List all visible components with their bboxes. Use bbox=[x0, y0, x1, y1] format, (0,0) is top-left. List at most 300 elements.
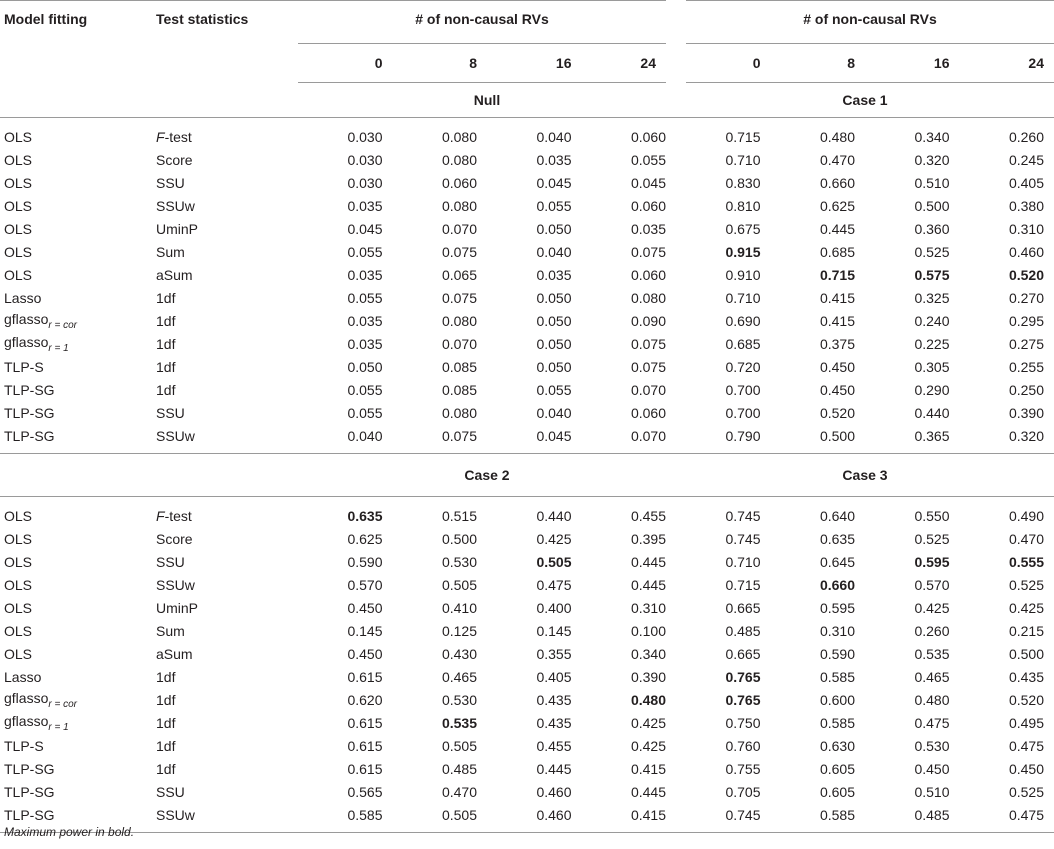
table-row bbox=[0, 803, 1054, 826]
value-cell: 0.395 bbox=[630, 530, 666, 547]
value-cell: 0.445 bbox=[819, 220, 855, 237]
model-cell bbox=[0, 642, 148, 665]
value-cell: 0.040 bbox=[347, 427, 383, 444]
model-cell bbox=[0, 596, 148, 619]
value-cell: 0.480 bbox=[819, 128, 855, 145]
table-row bbox=[0, 550, 1054, 573]
value-cell: 0.745 bbox=[725, 507, 761, 524]
test-cell: SSU bbox=[156, 404, 185, 421]
value-cell: 0.080 bbox=[441, 128, 477, 145]
model-cell bbox=[0, 378, 148, 401]
table-row bbox=[0, 148, 1054, 171]
header-count: 0 bbox=[298, 44, 393, 83]
value-cell: 0.570 bbox=[914, 576, 950, 593]
table-row bbox=[0, 286, 1054, 309]
value-cell: 0.090 bbox=[630, 312, 666, 329]
value-cell: 0.505 bbox=[441, 737, 477, 754]
model-cell bbox=[0, 424, 148, 447]
model-name: OLS bbox=[4, 174, 33, 191]
value-cell: 0.715 bbox=[725, 576, 761, 593]
value-cell: 0.225 bbox=[914, 335, 950, 352]
header-group-right: # of non-causal RVs bbox=[676, 1, 1054, 44]
value-cell: 0.710 bbox=[725, 151, 761, 168]
value-cell: 0.720 bbox=[725, 358, 761, 375]
header-test-statistics: Test statistics bbox=[148, 1, 298, 44]
model-name: OLS bbox=[4, 243, 33, 260]
value-cell: 0.485 bbox=[725, 622, 761, 639]
value-cell: 0.710 bbox=[725, 289, 761, 306]
table-row bbox=[0, 573, 1054, 596]
model-subscript: r = 1 bbox=[48, 721, 69, 733]
value-cell: 0.325 bbox=[914, 289, 950, 306]
value-cell: 0.030 bbox=[347, 174, 383, 191]
value-cell: 0.635 bbox=[819, 530, 855, 547]
mid-header bbox=[0, 447, 1054, 504]
table-row bbox=[0, 263, 1054, 286]
model-name: OLS bbox=[4, 530, 33, 547]
model-cell bbox=[0, 780, 148, 803]
value-cell: 0.035 bbox=[536, 151, 572, 168]
table-row bbox=[0, 642, 1054, 665]
header-count: 16 bbox=[487, 44, 582, 83]
value-cell: 0.505 bbox=[536, 553, 572, 570]
model-cell bbox=[0, 217, 148, 240]
value-cell: 0.050 bbox=[347, 358, 383, 375]
value-cell: 0.290 bbox=[914, 381, 950, 398]
model-cell bbox=[0, 734, 148, 757]
model-cell bbox=[0, 171, 148, 194]
value-cell: 0.060 bbox=[441, 174, 477, 191]
value-cell: 0.355 bbox=[536, 645, 572, 662]
value-cell: 0.635 bbox=[347, 507, 383, 524]
model-name: OLS bbox=[4, 576, 33, 593]
table-row bbox=[0, 665, 1054, 688]
value-cell: 0.415 bbox=[630, 806, 666, 823]
model-cell bbox=[0, 619, 148, 642]
test-cell: SSU bbox=[156, 783, 185, 800]
value-cell: 0.250 bbox=[1008, 381, 1044, 398]
model-name: OLS bbox=[4, 599, 33, 616]
value-cell: 0.390 bbox=[1008, 404, 1044, 421]
value-cell: 0.445 bbox=[536, 760, 572, 777]
model-subscript: r = cor bbox=[48, 319, 77, 331]
test-cell: 1df bbox=[156, 312, 176, 329]
value-cell: 0.755 bbox=[725, 760, 761, 777]
value-cell: 0.665 bbox=[725, 645, 761, 662]
value-cell: 0.765 bbox=[725, 691, 761, 708]
value-cell: 0.525 bbox=[1008, 783, 1044, 800]
value-cell: 0.700 bbox=[725, 404, 761, 421]
value-cell: 0.035 bbox=[347, 335, 383, 352]
value-cell: 0.060 bbox=[630, 197, 666, 214]
value-cell: 0.460 bbox=[1008, 243, 1044, 260]
value-cell: 0.070 bbox=[441, 335, 477, 352]
value-cell: 0.380 bbox=[1008, 197, 1044, 214]
header-row-1 bbox=[0, 1, 1054, 44]
value-cell: 0.470 bbox=[819, 151, 855, 168]
value-cell: 0.595 bbox=[819, 599, 855, 616]
value-cell: 0.040 bbox=[536, 128, 572, 145]
value-cell: 0.240 bbox=[914, 312, 950, 329]
value-cell: 0.305 bbox=[914, 358, 950, 375]
value-cell: 0.615 bbox=[347, 668, 383, 685]
value-cell: 0.065 bbox=[441, 266, 477, 283]
value-cell: 0.910 bbox=[725, 266, 761, 283]
value-cell: 0.410 bbox=[441, 599, 477, 616]
model-name: TLP-SG bbox=[4, 760, 55, 777]
value-cell: 0.055 bbox=[536, 381, 572, 398]
value-cell: 0.085 bbox=[441, 381, 477, 398]
test-cell: UminP bbox=[156, 220, 199, 237]
value-cell: 0.630 bbox=[819, 737, 855, 754]
value-cell: 0.505 bbox=[441, 806, 477, 823]
header-group-left: # of non-causal RVs bbox=[298, 1, 676, 44]
value-cell: 0.665 bbox=[725, 599, 761, 616]
value-cell: 0.050 bbox=[536, 358, 572, 375]
test-cell: SSU bbox=[156, 553, 185, 570]
value-cell: 0.465 bbox=[914, 668, 950, 685]
value-cell: 0.045 bbox=[347, 220, 383, 237]
model-cell bbox=[0, 401, 148, 424]
header-model-fitting: Model fitting bbox=[0, 1, 148, 44]
value-cell: 0.475 bbox=[1008, 737, 1044, 754]
model-name: OLS bbox=[4, 645, 33, 662]
value-cell: 0.145 bbox=[347, 622, 383, 639]
value-cell: 0.080 bbox=[441, 312, 477, 329]
model-cell bbox=[0, 550, 148, 573]
value-cell: 0.035 bbox=[347, 197, 383, 214]
value-cell: 0.075 bbox=[441, 427, 477, 444]
value-cell: 0.435 bbox=[1008, 668, 1044, 685]
model-name: TLP-S bbox=[4, 737, 44, 754]
value-cell: 0.685 bbox=[819, 243, 855, 260]
table-row bbox=[0, 332, 1054, 355]
value-cell: 0.455 bbox=[630, 507, 666, 524]
value-cell: 0.045 bbox=[630, 174, 666, 191]
model-cell bbox=[0, 355, 148, 378]
table-row bbox=[0, 194, 1054, 217]
test-cell: 1df bbox=[156, 668, 176, 685]
test-cell: 1df bbox=[156, 358, 176, 375]
model-cell bbox=[0, 803, 148, 826]
value-cell: 0.480 bbox=[630, 691, 666, 708]
model-cell bbox=[0, 194, 148, 217]
value-cell: 0.450 bbox=[914, 760, 950, 777]
value-cell: 0.075 bbox=[441, 289, 477, 306]
value-cell: 0.310 bbox=[630, 599, 666, 616]
model-name: TLP-S bbox=[4, 358, 44, 375]
value-cell: 0.055 bbox=[630, 151, 666, 168]
value-cell: 0.450 bbox=[347, 599, 383, 616]
value-cell: 0.450 bbox=[819, 381, 855, 398]
test-cell: 1df bbox=[156, 760, 176, 777]
model-subscript: r = 1 bbox=[48, 342, 69, 354]
value-cell: 0.445 bbox=[630, 576, 666, 593]
model-name: OLS bbox=[4, 507, 33, 524]
value-cell: 0.500 bbox=[914, 197, 950, 214]
model-name: gflasso bbox=[4, 310, 49, 327]
value-cell: 0.310 bbox=[819, 622, 855, 639]
value-cell: 0.425 bbox=[630, 714, 666, 731]
table-row bbox=[0, 424, 1054, 447]
value-cell: 0.245 bbox=[1008, 151, 1044, 168]
value-cell: 0.070 bbox=[441, 220, 477, 237]
top-block bbox=[0, 118, 1054, 448]
test-cell: aSum bbox=[156, 266, 193, 283]
value-cell: 0.125 bbox=[441, 622, 477, 639]
value-cell: 0.585 bbox=[819, 668, 855, 685]
model-name: OLS bbox=[4, 128, 33, 145]
section-header-row bbox=[0, 454, 1054, 497]
value-cell: 0.460 bbox=[536, 783, 572, 800]
value-cell: 0.040 bbox=[536, 243, 572, 260]
value-cell: 0.415 bbox=[630, 760, 666, 777]
section-label-case1: Case 1 bbox=[676, 83, 1054, 118]
value-cell: 0.480 bbox=[914, 691, 950, 708]
value-cell: 0.375 bbox=[819, 335, 855, 352]
value-cell: 0.520 bbox=[819, 404, 855, 421]
value-cell: 0.490 bbox=[1008, 507, 1044, 524]
test-cell: aSum bbox=[156, 645, 193, 662]
value-cell: 0.705 bbox=[725, 783, 761, 800]
value-cell: 0.100 bbox=[630, 622, 666, 639]
value-cell: 0.660 bbox=[819, 576, 855, 593]
value-cell: 0.145 bbox=[536, 622, 572, 639]
model-name: OLS bbox=[4, 553, 33, 570]
header-count: 0 bbox=[676, 44, 771, 83]
value-cell: 0.565 bbox=[347, 783, 383, 800]
model-cell bbox=[0, 527, 148, 550]
value-cell: 0.645 bbox=[819, 553, 855, 570]
value-cell: 0.575 bbox=[914, 266, 950, 283]
value-cell: 0.080 bbox=[441, 151, 477, 168]
value-cell: 0.050 bbox=[536, 335, 572, 352]
value-cell: 0.510 bbox=[914, 174, 950, 191]
model-name: TLP-SG bbox=[4, 381, 55, 398]
value-cell: 0.040 bbox=[536, 404, 572, 421]
model-name: OLS bbox=[4, 197, 33, 214]
test-cell: SSUw bbox=[156, 197, 195, 214]
model-cell bbox=[0, 757, 148, 780]
value-cell: 0.465 bbox=[441, 668, 477, 685]
value-cell: 0.625 bbox=[347, 530, 383, 547]
value-cell: 0.605 bbox=[819, 783, 855, 800]
test-cell: SSUw bbox=[156, 427, 195, 444]
value-cell: 0.405 bbox=[536, 668, 572, 685]
value-cell: 0.415 bbox=[819, 289, 855, 306]
value-cell: 0.690 bbox=[725, 312, 761, 329]
table-row bbox=[0, 688, 1054, 711]
model-cell bbox=[0, 240, 148, 263]
value-cell: 0.255 bbox=[1008, 358, 1044, 375]
value-cell: 0.445 bbox=[630, 553, 666, 570]
value-cell: 0.390 bbox=[630, 668, 666, 685]
value-cell: 0.070 bbox=[630, 427, 666, 444]
value-cell: 0.525 bbox=[1008, 576, 1044, 593]
value-cell: 0.435 bbox=[536, 714, 572, 731]
value-cell: 0.425 bbox=[630, 737, 666, 754]
value-cell: 0.615 bbox=[347, 714, 383, 731]
value-cell: 0.595 bbox=[914, 553, 950, 570]
value-cell: 0.035 bbox=[630, 220, 666, 237]
value-cell: 0.035 bbox=[347, 266, 383, 283]
value-cell: 0.030 bbox=[347, 151, 383, 168]
value-cell: 0.510 bbox=[914, 783, 950, 800]
value-cell: 0.475 bbox=[914, 714, 950, 731]
bottom-block bbox=[0, 504, 1054, 826]
value-cell: 0.295 bbox=[1008, 312, 1044, 329]
table-row bbox=[0, 171, 1054, 194]
value-cell: 0.365 bbox=[914, 427, 950, 444]
value-cell: 0.320 bbox=[914, 151, 950, 168]
section-label-case2: Case 2 bbox=[298, 454, 676, 497]
value-cell: 0.045 bbox=[536, 174, 572, 191]
value-cell: 0.055 bbox=[347, 289, 383, 306]
value-cell: 0.455 bbox=[536, 737, 572, 754]
value-cell: 0.035 bbox=[536, 266, 572, 283]
model-name: OLS bbox=[4, 622, 33, 639]
table-row bbox=[0, 355, 1054, 378]
value-cell: 0.745 bbox=[725, 806, 761, 823]
value-cell: 0.745 bbox=[725, 530, 761, 547]
test-cell: Score bbox=[156, 530, 193, 547]
section-label-case3: Case 3 bbox=[676, 454, 1054, 497]
model-cell bbox=[0, 688, 148, 711]
value-cell: 0.260 bbox=[1008, 128, 1044, 145]
test-cell: SSU bbox=[156, 174, 185, 191]
header-count: 16 bbox=[865, 44, 960, 83]
model-name: OLS bbox=[4, 151, 33, 168]
value-cell: 0.060 bbox=[630, 266, 666, 283]
value-cell: 0.500 bbox=[1008, 645, 1044, 662]
value-cell: 0.535 bbox=[914, 645, 950, 662]
footnote: Maximum power in bold. bbox=[4, 825, 135, 839]
value-cell: 0.605 bbox=[819, 760, 855, 777]
model-cell bbox=[0, 573, 148, 596]
value-cell: 0.520 bbox=[1008, 691, 1044, 708]
table-row bbox=[0, 619, 1054, 642]
model-name: TLP-SG bbox=[4, 783, 55, 800]
value-cell: 0.585 bbox=[347, 806, 383, 823]
value-cell: 0.710 bbox=[725, 553, 761, 570]
table-row bbox=[0, 596, 1054, 619]
model-name: TLP-SG bbox=[4, 404, 55, 421]
value-cell: 0.625 bbox=[819, 197, 855, 214]
table-row bbox=[0, 125, 1054, 148]
section-label-null: Null bbox=[298, 83, 676, 118]
value-cell: 0.270 bbox=[1008, 289, 1044, 306]
value-cell: 0.640 bbox=[819, 507, 855, 524]
test-cell: 1df bbox=[156, 381, 176, 398]
value-cell: 0.715 bbox=[725, 128, 761, 145]
model-name: gflasso bbox=[4, 689, 49, 706]
model-cell bbox=[0, 286, 148, 309]
value-cell: 0.470 bbox=[441, 783, 477, 800]
model-name: gflasso bbox=[4, 712, 49, 729]
value-cell: 0.050 bbox=[536, 312, 572, 329]
model-cell bbox=[0, 332, 148, 355]
value-cell: 0.570 bbox=[347, 576, 383, 593]
table-row bbox=[0, 527, 1054, 550]
value-cell: 0.440 bbox=[914, 404, 950, 421]
value-cell: 0.450 bbox=[1008, 760, 1044, 777]
value-cell: 0.450 bbox=[819, 358, 855, 375]
value-cell: 0.475 bbox=[1008, 806, 1044, 823]
value-cell: 0.080 bbox=[630, 289, 666, 306]
value-cell: 0.550 bbox=[914, 507, 950, 524]
test-cell: SSUw bbox=[156, 576, 195, 593]
value-cell: 0.430 bbox=[441, 645, 477, 662]
test-name: F bbox=[156, 507, 165, 524]
value-cell: 0.685 bbox=[725, 335, 761, 352]
table-row bbox=[0, 240, 1054, 263]
value-cell: 0.495 bbox=[1008, 714, 1044, 731]
value-cell: 0.340 bbox=[914, 128, 950, 145]
value-cell: 0.075 bbox=[441, 243, 477, 260]
value-cell: 0.060 bbox=[630, 128, 666, 145]
value-cell: 0.585 bbox=[819, 806, 855, 823]
model-name: TLP-SG bbox=[4, 427, 55, 444]
value-cell: 0.500 bbox=[819, 427, 855, 444]
model-name: gflasso bbox=[4, 333, 49, 350]
value-cell: 0.750 bbox=[725, 714, 761, 731]
value-cell: 0.485 bbox=[441, 760, 477, 777]
header-row-2 bbox=[0, 44, 1054, 83]
value-cell: 0.615 bbox=[347, 760, 383, 777]
test-cell: 1df bbox=[156, 289, 176, 306]
value-cell: 0.055 bbox=[347, 243, 383, 260]
value-cell: 0.475 bbox=[536, 576, 572, 593]
header-count: 8 bbox=[771, 44, 866, 83]
value-cell: 0.585 bbox=[819, 714, 855, 731]
value-cell: 0.520 bbox=[1008, 266, 1044, 283]
test-name-suffix: -test bbox=[164, 507, 192, 524]
table-row bbox=[0, 780, 1054, 803]
model-name: OLS bbox=[4, 220, 33, 237]
value-cell: 0.460 bbox=[536, 806, 572, 823]
test-cell: 1df bbox=[156, 714, 176, 731]
value-cell: 0.075 bbox=[630, 358, 666, 375]
model-cell bbox=[0, 125, 148, 148]
value-cell: 0.415 bbox=[819, 312, 855, 329]
test-cell: SSUw bbox=[156, 806, 195, 823]
test-cell: 1df bbox=[156, 737, 176, 754]
value-cell: 0.405 bbox=[1008, 174, 1044, 191]
value-cell: 0.080 bbox=[441, 404, 477, 421]
test-name-suffix: -test bbox=[164, 128, 192, 145]
value-cell: 0.035 bbox=[347, 312, 383, 329]
model-name: TLP-SG bbox=[4, 806, 55, 823]
value-cell: 0.070 bbox=[630, 381, 666, 398]
value-cell: 0.915 bbox=[725, 243, 761, 260]
value-cell: 0.700 bbox=[725, 381, 761, 398]
value-cell: 0.260 bbox=[914, 622, 950, 639]
value-cell: 0.445 bbox=[630, 783, 666, 800]
model-name: OLS bbox=[4, 266, 33, 283]
value-cell: 0.660 bbox=[819, 174, 855, 191]
value-cell: 0.080 bbox=[441, 197, 477, 214]
model-cell bbox=[0, 309, 148, 332]
table-row bbox=[0, 504, 1054, 527]
test-cell: Sum bbox=[156, 622, 185, 639]
value-cell: 0.765 bbox=[725, 668, 761, 685]
value-cell: 0.340 bbox=[630, 645, 666, 662]
test-name: F bbox=[156, 128, 165, 145]
value-cell: 0.620 bbox=[347, 691, 383, 708]
value-cell: 0.425 bbox=[536, 530, 572, 547]
value-cell: 0.060 bbox=[630, 404, 666, 421]
value-cell: 0.590 bbox=[819, 645, 855, 662]
